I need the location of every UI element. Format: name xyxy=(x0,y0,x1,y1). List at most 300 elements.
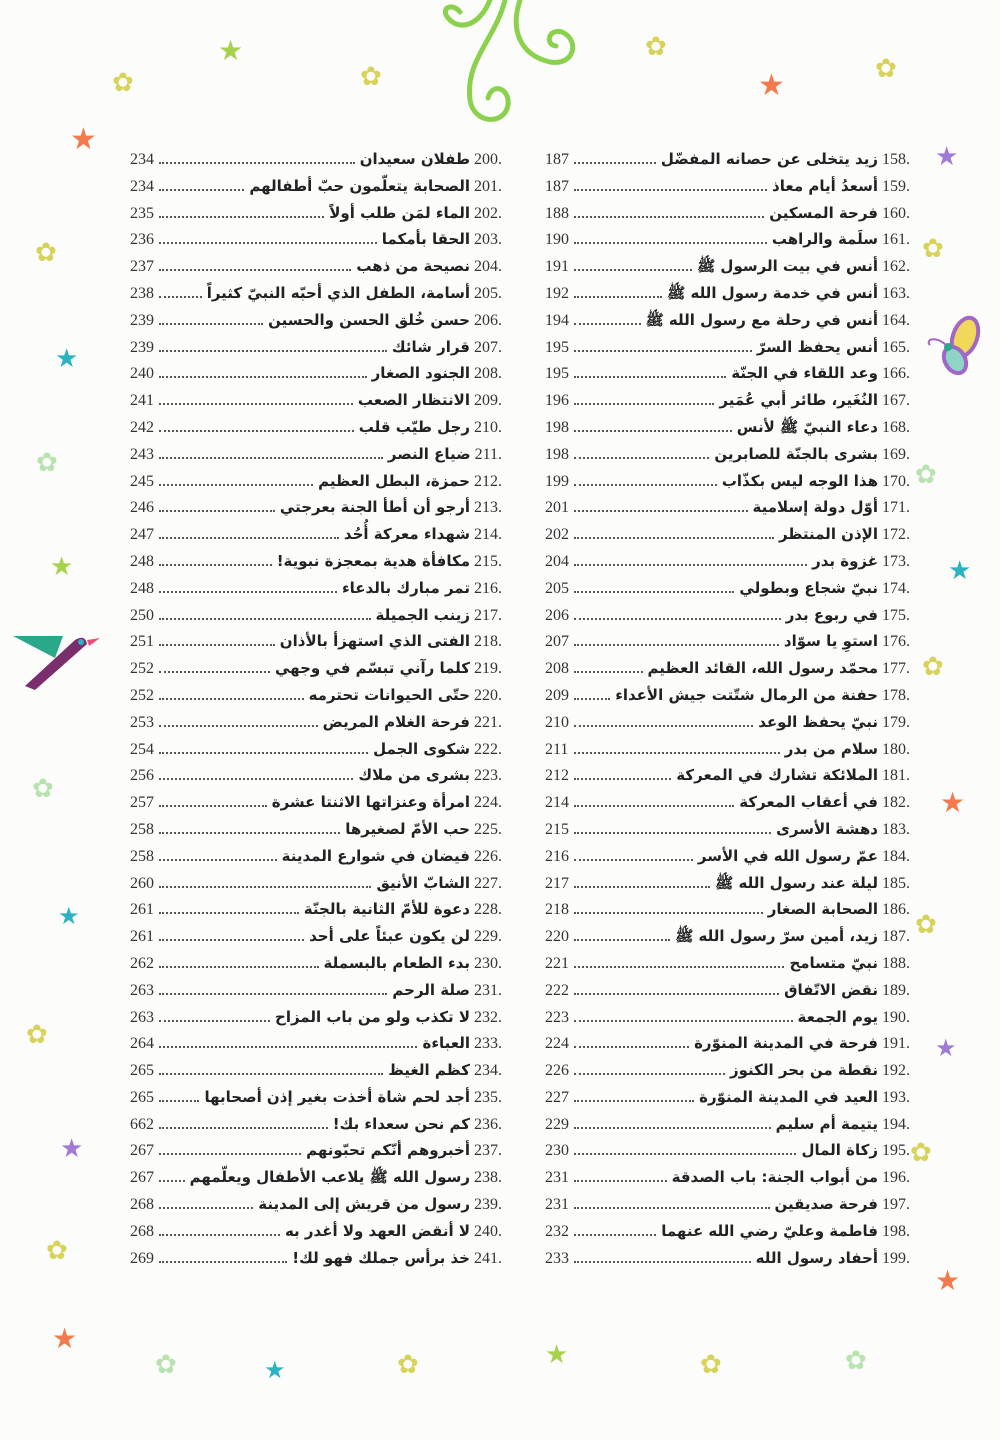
toc-entry[interactable] xyxy=(545,173,910,200)
flower-icon: ✿ xyxy=(36,448,58,478)
toc-entry[interactable] xyxy=(545,816,910,843)
hummingbird-icon xyxy=(5,628,100,698)
dot-leader xyxy=(159,1100,199,1102)
entry-title: أسامة، الطفل الذي أحبّه النبيّ كثيراً xyxy=(206,283,470,302)
toc-entry[interactable] xyxy=(130,468,502,495)
entry-page-number: 195 xyxy=(545,365,569,383)
star-icon: ★ xyxy=(58,902,80,930)
dot-leader xyxy=(159,752,368,754)
toc-entry[interactable] xyxy=(545,334,910,361)
toc-entry[interactable] xyxy=(545,1218,910,1245)
dot-leader xyxy=(574,403,714,405)
entry-title: فرحة المسكين xyxy=(769,203,878,222)
toc-entry[interactable] xyxy=(545,1191,910,1218)
entry-title: حفنة من الرمال شتّتت جيش الأعداء xyxy=(615,685,878,704)
entry-page-number: 256 xyxy=(130,767,154,785)
toc-entry[interactable] xyxy=(545,896,910,923)
toc-entry[interactable] xyxy=(130,923,502,950)
flower-icon: ✿ xyxy=(910,1138,932,1168)
entry-title: لن يكون عبئاً على أحد xyxy=(309,927,470,946)
dot-leader xyxy=(574,993,779,995)
entry-page-number: 241 xyxy=(130,392,154,410)
toc-entry[interactable] xyxy=(545,521,910,548)
entry-page-number: 216 xyxy=(545,847,569,865)
dot-leader xyxy=(159,591,337,593)
entry-page-number: 218 xyxy=(545,901,569,919)
dot-leader xyxy=(574,376,726,378)
toc-entry[interactable] xyxy=(130,494,502,521)
entry-number: 227. xyxy=(474,874,502,892)
toc-entry[interactable] xyxy=(545,843,910,870)
entry-number: 183. xyxy=(882,820,910,838)
entry-page-number: 238 xyxy=(130,284,154,302)
toc-entry[interactable] xyxy=(130,280,502,307)
entry-page-number: 208 xyxy=(545,660,569,678)
flower-icon: ✿ xyxy=(360,62,382,92)
toc-entry[interactable] xyxy=(130,146,502,173)
toc-entry[interactable] xyxy=(130,762,502,789)
dot-leader xyxy=(574,939,670,941)
dot-leader xyxy=(574,1234,656,1236)
entry-page-number: 246 xyxy=(130,499,154,517)
toc-entry[interactable] xyxy=(545,789,910,816)
entry-number: 223. xyxy=(474,767,502,785)
star-icon: ★ xyxy=(545,1340,569,1370)
dot-leader xyxy=(159,698,304,700)
entry-page-number: 251 xyxy=(130,633,154,651)
entry-page-number: 250 xyxy=(130,606,154,624)
entry-number: 225. xyxy=(474,820,502,838)
dot-leader xyxy=(574,323,641,325)
entry-number: 177. xyxy=(882,660,910,678)
toc-entry[interactable] xyxy=(545,146,910,173)
entry-page-number: 224 xyxy=(545,1035,569,1053)
dot-leader xyxy=(159,430,354,432)
star-icon: ★ xyxy=(935,1034,957,1062)
entry-page-number: 247 xyxy=(130,526,154,544)
toc-entry[interactable] xyxy=(545,736,910,763)
toc-entry[interactable] xyxy=(545,1030,910,1057)
toc-entry[interactable] xyxy=(130,414,502,441)
flower-icon: ✿ xyxy=(845,1346,867,1376)
flower-icon: ✿ xyxy=(645,32,667,62)
entry-number: 206. xyxy=(474,311,502,329)
flower-icon: ✿ xyxy=(915,460,937,490)
entry-number: 196. xyxy=(882,1169,910,1187)
entry-number: 230. xyxy=(474,954,502,972)
entry-page-number: 236 xyxy=(130,231,154,249)
dot-leader xyxy=(574,859,693,861)
entry-number: 207. xyxy=(474,338,502,356)
entry-title: نبيّ يحفظ الوعد xyxy=(758,712,878,731)
flower-icon: ✿ xyxy=(922,234,944,264)
dot-leader xyxy=(574,1100,694,1102)
toc-entry[interactable] xyxy=(545,253,910,280)
dot-leader xyxy=(159,805,267,807)
toc-entry[interactable] xyxy=(130,602,502,629)
toc-entry[interactable] xyxy=(130,1245,502,1272)
dot-leader xyxy=(574,269,692,271)
entry-number: 222. xyxy=(474,740,502,758)
dot-leader xyxy=(574,1261,751,1263)
toc-entry[interactable] xyxy=(545,628,910,655)
dot-leader xyxy=(159,618,371,620)
entry-number: 201. xyxy=(474,177,502,195)
entry-page-number: 233 xyxy=(545,1249,569,1267)
toc-entry[interactable] xyxy=(545,923,910,950)
entry-number: 171. xyxy=(882,499,910,517)
dot-leader xyxy=(574,752,780,754)
toc-entry[interactable] xyxy=(545,950,910,977)
entry-title: طفلان سعيدان xyxy=(359,150,470,168)
toc-entry[interactable] xyxy=(545,360,910,387)
dot-leader xyxy=(574,1180,667,1182)
toc-entry[interactable] xyxy=(130,977,502,1004)
toc-entry[interactable] xyxy=(130,1084,502,1111)
entry-title: في أعقاب المعركة xyxy=(739,793,878,812)
toc-entry[interactable] xyxy=(545,280,910,307)
toc-entry[interactable] xyxy=(130,307,502,334)
entry-page-number: 205 xyxy=(545,579,569,597)
entry-page-number: 234 xyxy=(130,151,154,168)
toc-entry[interactable] xyxy=(545,682,910,709)
entry-page-number: 209 xyxy=(545,686,569,704)
dot-leader xyxy=(574,484,717,486)
toc-entry[interactable] xyxy=(130,736,502,763)
dot-leader xyxy=(159,725,318,727)
toc-entry[interactable] xyxy=(130,521,502,548)
entry-page-number: 227 xyxy=(545,1088,569,1106)
entry-page-number: 211 xyxy=(545,740,569,758)
dot-leader xyxy=(159,376,367,378)
star-icon: ★ xyxy=(70,122,97,157)
toc-entry[interactable] xyxy=(130,896,502,923)
entry-title: عمّ رسول الله في الأسر xyxy=(697,846,878,865)
dot-leader xyxy=(574,1153,796,1155)
entry-title: قرار شائك xyxy=(391,337,470,356)
dot-leader xyxy=(574,886,710,888)
entry-number: 178. xyxy=(882,686,910,704)
entry-number: 210. xyxy=(474,418,502,436)
entry-page-number: 226 xyxy=(545,1062,569,1080)
entry-title: حب الأمّ لصغيرها xyxy=(345,819,470,838)
entry-title: بدء الطعام بالبسملة xyxy=(323,953,470,972)
entry-page-number: 243 xyxy=(130,445,154,463)
entry-page-number: 199 xyxy=(545,472,569,490)
dot-leader xyxy=(159,1020,270,1022)
entry-title: زيد يتخلى عن حصانه المفضّل xyxy=(660,150,878,168)
toc-entry[interactable] xyxy=(545,870,910,897)
entry-number: 221. xyxy=(474,713,502,731)
flower-icon: ✿ xyxy=(155,1350,177,1380)
toc-entry[interactable] xyxy=(130,253,502,280)
entry-page-number: 191 xyxy=(545,258,569,276)
toc-entry[interactable] xyxy=(545,1004,910,1031)
toc-entry[interactable] xyxy=(545,1245,910,1272)
toc-entry[interactable] xyxy=(130,1164,502,1191)
dot-leader xyxy=(159,912,299,914)
dot-leader xyxy=(574,1020,793,1022)
dot-leader xyxy=(159,859,277,861)
toc-entry[interactable] xyxy=(545,548,910,575)
entry-number: 195. xyxy=(882,1142,910,1160)
entry-number: 215. xyxy=(474,552,502,570)
toc-entry[interactable] xyxy=(130,173,502,200)
entry-title: الإذن المنتظر xyxy=(778,525,878,544)
entry-page-number: 187 xyxy=(545,177,569,195)
entry-page-number: 187 xyxy=(545,151,569,168)
entry-page-number: 198 xyxy=(545,418,569,436)
entry-title: فاطمة وعليّ رضي الله عنهما xyxy=(661,1221,878,1240)
entry-page-number: 188 xyxy=(545,204,569,222)
entry-title: رسول الله ﷺ يلاعب الأطفال ويعلّمهم xyxy=(189,1168,470,1187)
toc-entry[interactable] xyxy=(130,1137,502,1164)
toc-entry[interactable] xyxy=(130,1111,502,1138)
entry-number: 216. xyxy=(474,579,502,597)
dot-leader xyxy=(574,1073,725,1075)
entry-page-number: 254 xyxy=(130,740,154,758)
entry-number: 191. xyxy=(882,1035,910,1053)
entry-title: كظم الغيظ xyxy=(388,1061,470,1080)
entry-page-number: 210 xyxy=(545,713,569,731)
entry-number: 190. xyxy=(882,1008,910,1026)
entry-number: 185. xyxy=(882,874,910,892)
dot-leader xyxy=(159,778,353,780)
entry-page-number: 269 xyxy=(130,1249,154,1267)
flower-icon: ✿ xyxy=(35,238,57,268)
toc-entry[interactable] xyxy=(545,709,910,736)
toc-entry[interactable] xyxy=(545,1057,910,1084)
entry-title: كم نحن سعداء بك! xyxy=(332,1114,470,1133)
entry-number: 239. xyxy=(474,1196,502,1214)
entry-page-number: 207 xyxy=(545,633,569,651)
entry-number: 192. xyxy=(882,1062,910,1080)
entry-title: في ربوع بدر xyxy=(785,605,878,624)
toc-entry[interactable] xyxy=(130,709,502,736)
entry-number: 198. xyxy=(882,1222,910,1240)
entry-number: 160. xyxy=(882,204,910,222)
entry-number: 211. xyxy=(474,445,502,463)
dot-leader xyxy=(574,698,610,700)
entry-page-number: 268 xyxy=(130,1196,154,1214)
toc-entry[interactable] xyxy=(545,1137,910,1164)
toc-entry[interactable] xyxy=(130,575,502,602)
entry-number: 180. xyxy=(882,740,910,758)
dot-leader xyxy=(159,1127,328,1129)
toc-entry[interactable] xyxy=(545,1164,910,1191)
entry-title: أنس في رحلة مع رسول الله ﷺ xyxy=(645,310,878,329)
toc-entry[interactable] xyxy=(545,307,910,334)
toc-entry[interactable] xyxy=(545,1111,910,1138)
dot-leader xyxy=(574,644,779,646)
entry-number: 212. xyxy=(474,472,502,490)
toc-entry[interactable] xyxy=(545,468,910,495)
star-icon: ★ xyxy=(935,1264,961,1297)
entry-title: زكاة المال xyxy=(801,1141,878,1160)
toc-entry[interactable] xyxy=(545,441,910,468)
toc-entry[interactable] xyxy=(545,655,910,682)
dot-leader xyxy=(574,725,753,727)
dot-leader xyxy=(159,993,387,995)
entry-title: نقض الاتّفاق xyxy=(784,980,878,999)
entry-page-number: 253 xyxy=(130,713,154,731)
toc-entry[interactable] xyxy=(130,387,502,414)
dot-leader xyxy=(159,939,304,941)
toc-entry[interactable] xyxy=(130,950,502,977)
entry-page-number: 262 xyxy=(130,954,154,972)
toc-entry[interactable] xyxy=(130,843,502,870)
toc-entry[interactable] xyxy=(545,575,910,602)
dot-leader xyxy=(574,1046,689,1048)
toc-entry[interactable] xyxy=(130,1004,502,1031)
entry-page-number: 248 xyxy=(130,579,154,597)
entry-title: الملائكة تشارك في المعركة xyxy=(676,766,878,785)
dot-leader xyxy=(574,591,734,593)
entry-page-number: 235 xyxy=(130,204,154,222)
entry-page-number: 202 xyxy=(545,526,569,544)
entry-title: نصيحة من ذهب xyxy=(356,257,470,276)
entry-number: 197. xyxy=(882,1196,910,1214)
dot-leader xyxy=(159,216,324,218)
toc-entry[interactable] xyxy=(130,1030,502,1057)
entry-title: الجنود الصغار xyxy=(371,364,470,383)
toc-entry[interactable] xyxy=(130,1057,502,1084)
entry-page-number: 204 xyxy=(545,552,569,570)
toc-entry[interactable] xyxy=(545,602,910,629)
dot-leader xyxy=(159,537,339,539)
toc-entry[interactable] xyxy=(130,226,502,253)
toc-entry[interactable] xyxy=(130,682,502,709)
entry-number: 170. xyxy=(882,472,910,490)
toc-entry[interactable] xyxy=(130,441,502,468)
toc-entry[interactable] xyxy=(545,414,910,441)
entry-number: 220. xyxy=(474,686,502,704)
entry-title: الشابّ الأنيق xyxy=(376,873,470,892)
dot-leader xyxy=(159,323,263,325)
dot-leader xyxy=(574,189,767,191)
entry-number: 233. xyxy=(474,1035,502,1053)
entry-number: 181. xyxy=(882,767,910,785)
toc-entry[interactable] xyxy=(130,360,502,387)
entry-page-number: 245 xyxy=(130,472,154,490)
toc-entry[interactable] xyxy=(130,816,502,843)
entry-page-number: 201 xyxy=(545,499,569,517)
entry-number: 173. xyxy=(882,552,910,570)
toc-entry[interactable] xyxy=(545,1084,910,1111)
dot-leader xyxy=(159,510,275,512)
entry-title: نبيّ شجاع وبطولي xyxy=(739,578,878,597)
entry-title: بشرى بالجنّة للصابرين xyxy=(714,444,878,463)
entry-title: النُغَير، طائر أبي عُمَير xyxy=(719,391,878,410)
entry-title: لا أنقض العهد ولا أغدر به xyxy=(284,1221,470,1240)
dot-leader xyxy=(574,1207,770,1209)
dot-leader xyxy=(574,671,643,673)
toc-entry[interactable] xyxy=(545,387,910,414)
entry-page-number: 231 xyxy=(545,1169,569,1187)
entry-page-number: 242 xyxy=(130,418,154,436)
flower-icon: ✿ xyxy=(26,1020,48,1050)
dot-leader xyxy=(159,886,371,888)
entry-page-number: 206 xyxy=(545,606,569,624)
entry-title: سلام من بدر xyxy=(784,739,878,758)
toc-entry[interactable] xyxy=(130,628,502,655)
entry-number: 208. xyxy=(474,365,502,383)
entry-title: من أبواب الجنة: باب الصدقة xyxy=(671,1168,878,1187)
entry-page-number: 220 xyxy=(545,928,569,946)
toc-entry[interactable] xyxy=(130,789,502,816)
entry-page-number: 190 xyxy=(545,231,569,249)
entry-number: 240. xyxy=(474,1222,502,1240)
toc-entry[interactable] xyxy=(130,870,502,897)
entry-page-number: 662 xyxy=(130,1115,154,1133)
entry-page-number: 223 xyxy=(545,1008,569,1026)
star-icon: ★ xyxy=(264,1356,286,1384)
dot-leader xyxy=(159,1234,280,1236)
entry-title: الانتظار الصعب xyxy=(357,391,470,410)
entry-number: 159. xyxy=(882,177,910,195)
dot-leader xyxy=(574,537,774,539)
dot-leader xyxy=(159,671,270,673)
toc-entry[interactable] xyxy=(130,334,502,361)
toc-entry[interactable] xyxy=(130,655,502,682)
toc-entry[interactable] xyxy=(545,762,910,789)
entry-number: 229. xyxy=(474,928,502,946)
entry-title: أرجو أن أطأ الجنة بعرجتي xyxy=(279,498,470,517)
dot-leader xyxy=(159,1153,301,1155)
toc-entry[interactable] xyxy=(545,200,910,227)
dot-leader xyxy=(159,403,353,405)
entry-page-number: 261 xyxy=(130,928,154,946)
flower-icon: ✿ xyxy=(112,68,134,98)
entry-page-number: 239 xyxy=(130,338,154,356)
entry-page-number: 237 xyxy=(130,258,154,276)
dot-leader xyxy=(574,778,671,780)
entry-title: صلة الرحم xyxy=(392,980,470,999)
toc-entry[interactable] xyxy=(130,1218,502,1245)
entry-number: 209. xyxy=(474,392,502,410)
entry-number: 213. xyxy=(474,499,502,517)
entry-page-number: 267 xyxy=(130,1142,154,1160)
entry-number: 200. xyxy=(474,151,502,168)
toc-entry[interactable] xyxy=(130,200,502,227)
toc-column-left xyxy=(130,146,502,1271)
entry-page-number: 263 xyxy=(130,1008,154,1026)
dot-leader xyxy=(574,618,781,620)
entry-number: 226. xyxy=(474,847,502,865)
toc-entry[interactable] xyxy=(130,1191,502,1218)
toc-entry[interactable] xyxy=(545,226,910,253)
entry-title: أخبروهم أنّكم تحبّونهم xyxy=(306,1141,470,1160)
entry-page-number: 232 xyxy=(545,1222,569,1240)
entry-page-number: 230 xyxy=(545,1142,569,1160)
flower-icon: ✿ xyxy=(32,774,54,804)
dot-leader xyxy=(159,644,275,646)
entry-page-number: 261 xyxy=(130,901,154,919)
toc-entry[interactable] xyxy=(545,494,910,521)
entry-page-number: 267 xyxy=(130,1169,154,1187)
flower-icon: ✿ xyxy=(46,1236,68,1266)
entry-page-number: 248 xyxy=(130,552,154,570)
dot-leader xyxy=(159,1207,253,1209)
entry-page-number: 252 xyxy=(130,686,154,704)
toc-entry[interactable] xyxy=(545,977,910,1004)
entry-title: أنس يحفظ السرّ xyxy=(756,337,878,356)
entry-page-number: 215 xyxy=(545,820,569,838)
dot-leader xyxy=(574,162,656,164)
entry-number: 214. xyxy=(474,526,502,544)
toc-entry[interactable] xyxy=(130,548,502,575)
entry-page-number: 231 xyxy=(545,1196,569,1214)
